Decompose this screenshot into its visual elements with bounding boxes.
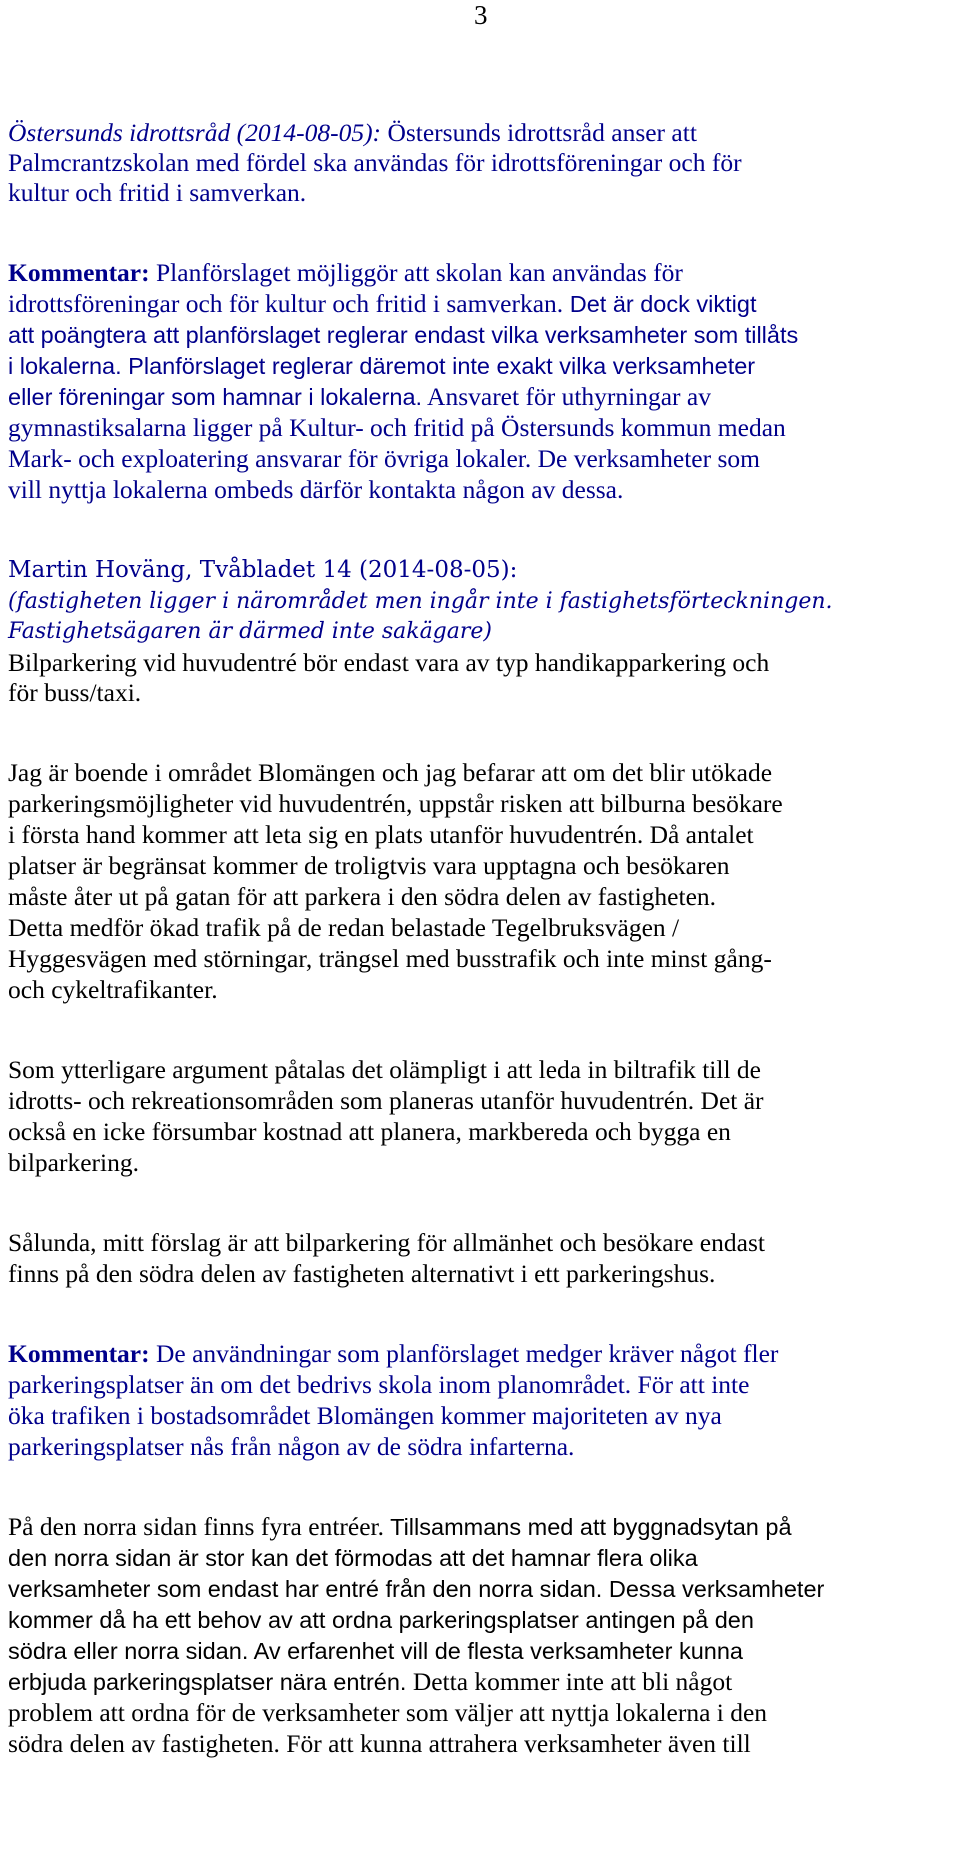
kommentar-2-line-1 [8,1339,778,1369]
kommentar-1-line-8: vill nyttja lokalerna ombeds därför kontakta någon av dessa. [8,475,624,504]
blomangen-line-3: i första hand kommer att leta sig en plats utanför huvudentrén. Då antalet [8,820,754,849]
norra-sidan-line-3: verksamheter som endast har entré från den norra sidan. Dessa verksamheter [8,1576,825,1602]
norra-sidan-line-7: problem att ordna för de verksamheter som väljer att nyttja lokalerna i den [8,1698,768,1727]
hovang-line-1: Bilparkering vid huvudentré bör endast vara av typ handikapparkering och [8,648,770,677]
hovang-note-line-1: (fastigheten ligger i närområdet men ingår inte i fastighetsförteckningen. [8,589,833,614]
kommentar-text: Ansvaret för uthyrningar av [422,382,711,411]
paragraph-idrottsrad-line-1 [8,118,697,148]
kommentar-1-line-1 [8,258,683,288]
kommentar-2-line-3: öka trafiken i bostadsområdet Blomängen kommer majoriteten av nya [8,1401,722,1430]
kommentar-1-line-2 [8,289,756,319]
paragraph-idrottsrad-line-3: kultur och fritid i samverkan. [8,178,307,207]
hovang-heading: Martin Hoväng, Tvåbladet 14 (2014-08-05): [8,557,518,583]
blomangen-line-7: Hyggesvägen med störningar, trängsel med busstrafik och inte minst gång- [8,944,772,973]
kommentar-text-sans: Det är dock viktigt [563,291,757,317]
paragraph-idrottsrad-line-2: Palmcrantzskolan med fördel ska användas för idrottsföreningar och för [8,148,742,177]
blomangen-line-2: parkeringsmöjligheter vid huvudentrén, uppstår risken att bilburna besökare [8,789,783,818]
argument-line-1: Som ytterligare argument påtalas det olämpligt i att leda in biltrafik till de [8,1055,761,1084]
forslag-line-1: Sålunda, mitt förslag är att bilparkering för allmänhet och besökare endast [8,1228,765,1257]
blomangen-line-6: Detta medför ökad trafik på de redan belastade Tegelbruksvägen / [8,913,680,942]
kommentar-text: idrottsföreningar och för kultur och fritid i samverkan. [8,289,564,318]
page-number: 3 [474,0,488,30]
argument-line-4: bilparkering. [8,1148,139,1177]
norra-sidan-text: För att kunna attrahera verksamheter även till [279,1729,751,1758]
kommentar-1-line-7 [8,444,760,474]
norra-sidan-line-6 [8,1667,732,1697]
hovang-line-2: för buss/taxi. [8,678,142,707]
kommentar-text: De verksamheter som [531,444,760,473]
kommentar-text-sans: eller föreningar som hamnar i lokalerna. [8,384,423,410]
norra-sidan-text-sans: erbjuda parkeringsplatser nära entrén. [8,1669,407,1695]
kommentar-text: Planförslaget möjliggör att skolan kan användas för [149,258,683,287]
blomangen-line-1: Jag är boende i området Blomängen och jag befarar att om det blir utökade [8,758,773,787]
idrottsrad-heading: Östersunds idrottsråd (2014-08-05): [8,118,382,147]
norra-sidan-line-2: den norra sidan är stor kan det förmodas att det hamnar flera olika [8,1545,698,1571]
argument-line-3: också en icke försumbar kostnad att planera, markbereda och bygga en [8,1117,731,1146]
kommentar-1-line-3: att poängtera att planförslaget reglerar endast vilka verksamheter som tillåts [8,322,799,348]
norra-sidan-text-sans: Tillsammans med att byggnadsytan på [384,1514,792,1540]
blomangen-line-8: och cykeltrafikanter. [8,975,218,1004]
kommentar-2-line-2: parkeringsplatser än om det bedrivs skola inom planområdet. För att inte [8,1370,750,1399]
hovang-note-line-2: Fastighetsägaren är därmed inte sakägare) [8,619,492,644]
kommentar-text: Mark- och exploatering ansvarar för övriga lokaler. [8,444,532,473]
kommentar-label: Kommentar: [8,258,150,287]
norra-sidan-line-5: södra eller norra sidan. Av erfarenhet vill de flesta verksamheter kunna [8,1638,743,1664]
forslag-line-2: finns på den södra delen av fastigheten alternativt i ett parkeringshus. [8,1259,716,1288]
norra-sidan-text: södra delen av fastigheten. [8,1729,280,1758]
kommentar-1-line-5 [8,382,711,412]
norra-sidan-line-8 [8,1729,751,1759]
kommentar-1-line-4: i lokalerna. Planförslaget reglerar däremot inte exakt vilka verksamheter [8,353,756,379]
kommentar-text: De användningar som planförslaget medger kräver något fler [149,1339,779,1368]
norra-sidan-line-4: kommer då ha ett behov av att ordna parkeringsplatser antingen på den [8,1607,754,1633]
argument-line-2: idrotts- och rekreationsområden som planeras utanför huvudentrén. Det är [8,1086,764,1115]
norra-sidan-line-1 [8,1512,792,1542]
norra-sidan-text: På den norra sidan finns fyra entréer. [8,1512,384,1541]
kommentar-1-line-6: gymnastiksalarna ligger på Kultur- och fritid på Östersunds kommun medan [8,413,786,442]
kommentar-2-line-4: parkeringsplatser nås från någon av de södra infarterna. [8,1432,575,1461]
blomangen-line-4: platser är begränsat kommer de troligtvis vara upptagna och besökaren [8,851,730,880]
idrottsrad-text: Östersunds idrottsråd anser att [381,118,697,147]
kommentar-label: Kommentar: [8,1339,150,1368]
norra-sidan-text: Detta kommer inte att bli något [406,1667,733,1696]
blomangen-line-5: måste åter ut på gatan för att parkera i den södra delen av fastigheten. [8,882,717,911]
